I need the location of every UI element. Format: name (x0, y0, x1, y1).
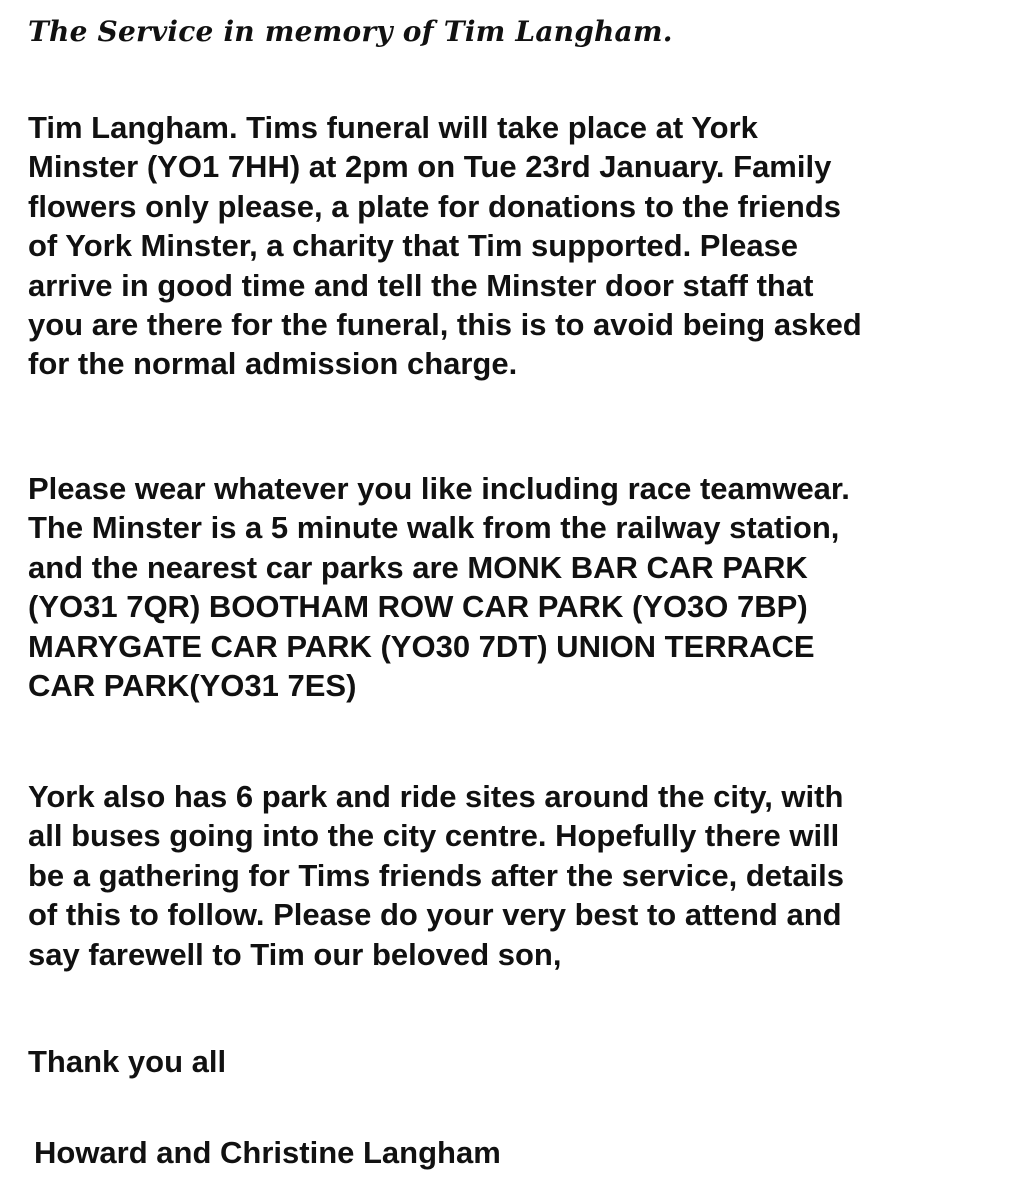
paragraph-park-and-ride: York also has 6 park and ride sites around the city, with all buses going into the city centre. Hopefully there will be a gathering for Tims friends after the service, details of this to follow. Please do your very best to attend and say farewell to Tim our beloved son, (28, 779, 845, 972)
paragraph-thanks: Thank you all (28, 1044, 227, 1079)
notice-title: The Service in memory of Tim Langham. (28, 15, 673, 48)
paragraph-funeral-details: Tim Langham. Tims funeral will take place at York Minster (YO1 7HH) at 2pm on Tue 23rd January. Family flowers only please, a plate for donations to the friends of York Minster, a charity that Tim supported. Please arrive in good time and tell the Minster door staff that you are there for the funeral, this is to avoid being asked for the normal admission charge. (28, 110, 862, 382)
memorial-notice (28, 10, 1013, 1170)
paragraph-dress-and-parking: Please wear whatever you like including race teamwear. The Minster is a 5 minute walk from the railway station, and the nearest car parks are MONK BAR CAR PARK (YO31 7QR) BOOTHAM ROW CAR PARK (YO3O 7BP) MARYGATE CAR PARK (YO30 7DT) UNION TERRACE CAR PARK(YO31 7ES) (28, 471, 850, 704)
signature-names: Howard and Christine Langham (34, 1135, 501, 1170)
